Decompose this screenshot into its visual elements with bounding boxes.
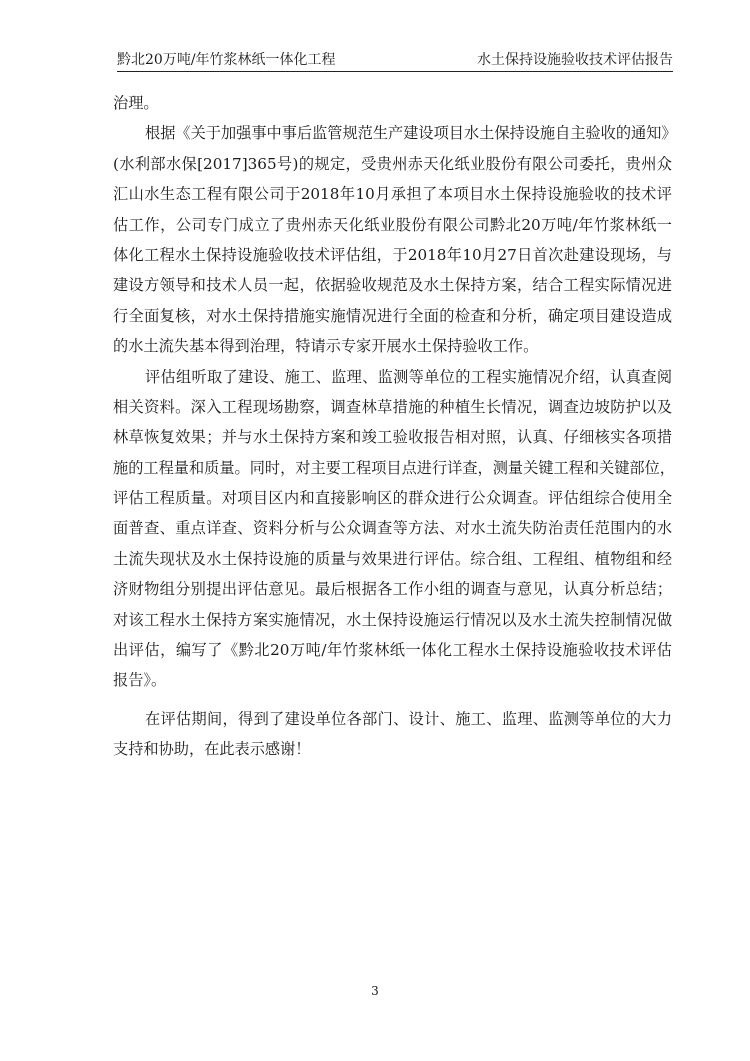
header-report-title: 水土保持设施验收技术评估报告 <box>477 52 673 68</box>
text-line: 相关资料。深入工程现场勘察，调查林草措施的种植生长情况，调查边坡防护以及 <box>113 397 672 416</box>
text-line: 济财物组分别提出评估意见。最后根据各工作小组的调查与意见，认真分析总结； <box>113 580 672 599</box>
text-line: 评估组听取了建设、施工、监理、监测等单位的工程实施情况介绍，认真查阅 <box>145 367 672 386</box>
document-body <box>113 88 677 765</box>
text-line: 评估工程质量。对项目区内和直接影响区的群众进行公众调查。评估组综合使用全 <box>113 489 672 508</box>
text-line: 土流失现状及水土保持设施的质量与效果进行评估。综合组、工程组、植物组和经 <box>113 549 672 568</box>
paragraph <box>113 88 672 118</box>
text-line: 汇山水生态工程有限公司于2018年10月承担了本项目水土保持设施验收的技术评 <box>113 185 672 204</box>
header-project-title: 黔北20万吨/年竹浆林纸一体化工程 <box>117 52 336 68</box>
text-line: 对该工程水土保持方案实施情况，水土保持设施运行情况以及水土流失控制情况做 <box>113 610 672 629</box>
paragraph-spacer <box>113 696 672 704</box>
paragraph <box>113 118 677 361</box>
page-number: 3 <box>371 984 379 998</box>
text-line: 建设方领导和技术人员一起，依据验收规范及水土保持方案，结合工程实际情况进 <box>113 276 672 295</box>
paragraph <box>113 704 672 765</box>
page-header <box>117 49 673 72</box>
text-line: 治理。 <box>113 94 159 112</box>
text-line: 施的工程量和质量。同时，对主要工程项目点进行详查，测量关键工程和关键部位， <box>113 458 675 477</box>
text-line: 支持和协助，在此表示感谢！ <box>113 740 311 759</box>
text-line: 在评估期间，得到了建设单位各部门、设计、施工、监理、监测等单位的大力 <box>145 709 672 728</box>
text-line: 出评估，编写了《黔北20万吨/年竹浆林纸一体化工程水土保持设施验收技术评估 <box>113 641 672 660</box>
paragraph <box>113 362 675 696</box>
text-line: 报告》。 <box>113 671 167 690</box>
text-line: 体化工程水土保持设施验收技术评估组，于2018年10月27日首次赴建设现场，与 <box>113 245 672 264</box>
text-line: (水利部水保[2017]365号)的规定，受贵州赤天化纸业股份有限公司委托，贵州众 <box>113 154 672 173</box>
text-line: 根据《关于加强事中事后监管规范生产建设项目水土保持设施自主验收的通知》 <box>145 124 677 143</box>
text-line: 面普查、重点详查、资料分析与公众调查等方法、对水土流失防治责任范围内的水 <box>113 519 672 538</box>
text-line: 估工作，公司专门成立了贵州赤天化纸业股份有限公司黔北20万吨/年竹浆林纸一 <box>113 215 672 234</box>
text-line: 行全面复核，对水土保持措施实施情况进行全面的检查和分析，确定项目建设造成 <box>113 306 672 325</box>
text-line: 林草恢复效果；并与水土保持方案和竣工验收报告相对照，认真、仔细核实各项措 <box>113 428 672 447</box>
text-line: 的水土流失基本得到治理，特请示专家开展水土保持验收工作。 <box>113 337 539 356</box>
